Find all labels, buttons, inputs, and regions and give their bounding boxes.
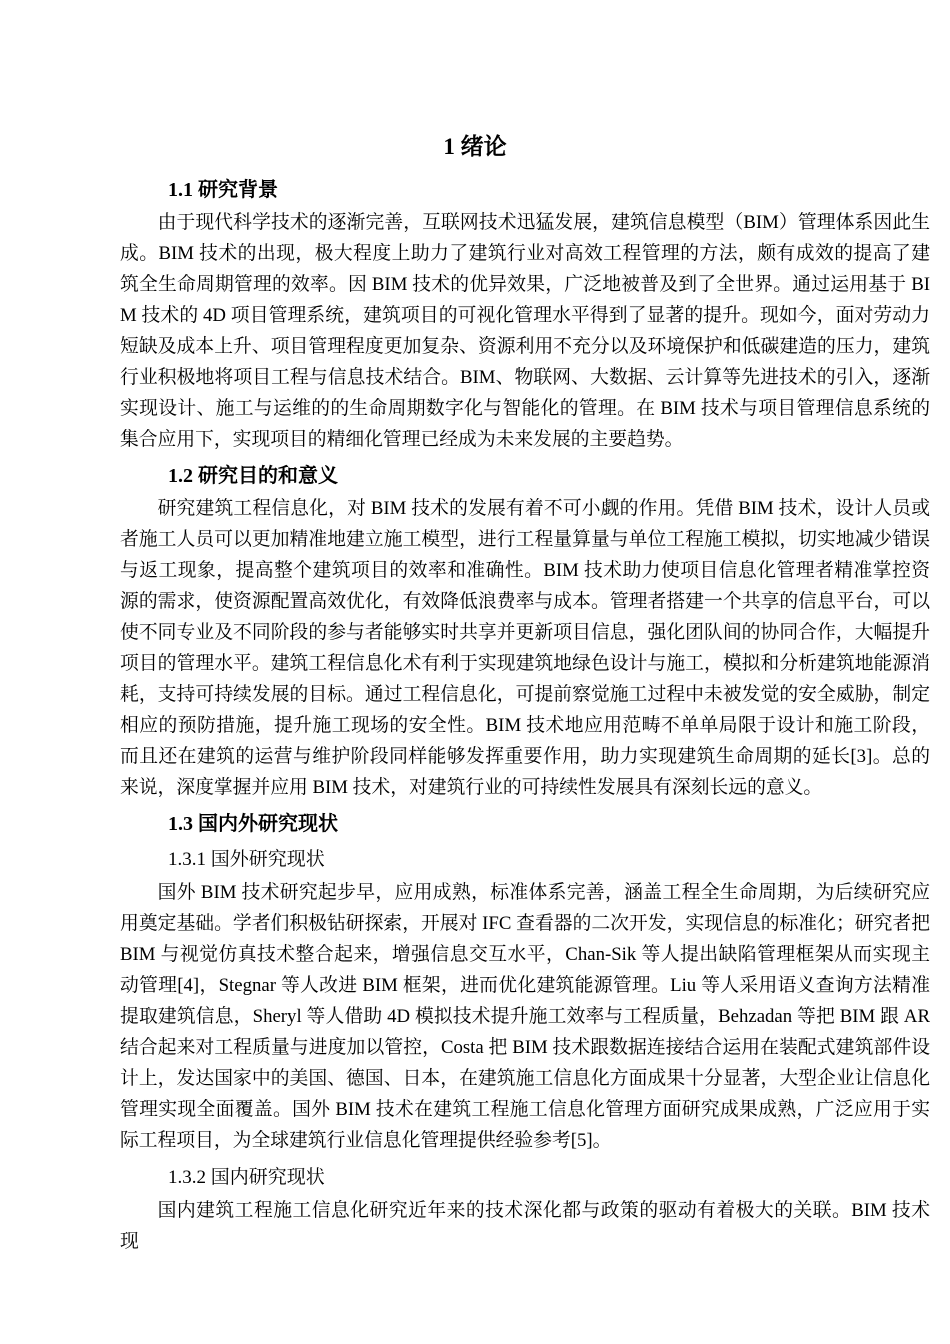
section-heading-1-3: 1.3 国内外研究现状 bbox=[168, 813, 338, 835]
subsection-heading-1-3-2: 1.3.2 国内研究现状 bbox=[168, 1167, 325, 1188]
subsection-heading-1-3-1: 1.3.1 国外研究现状 bbox=[168, 849, 325, 870]
section-heading-1-2: 1.2 研究目的和意义 bbox=[168, 465, 338, 487]
body-paragraph-1-3-2: 国内建筑工程施工信息化研究近年来的技术深化都与政策的驱动有着极大的关联。BIM 技术现 bbox=[120, 1200, 930, 1252]
body-paragraph-1-3-1: 国外 BIM 技术研究起步早，应用成熟，标准体系完善，涵盖工程全生命周期，为后续研究应用奠定基础。学者们积极钻研探索，开展对 IFC 查看器的二次开发，实现信息的标准化；研究者把 BIM 与视觉仿真技术整合起来，增强信息交互水平，Chan-Sik 等人提出缺陷管理框架从而实现主动管理[4]，Stegnar 等人改进 BIM 框架，进而优化建筑能源管理。Liu 等人采用语义查询方法精准提取建筑信息，Sheryl 等人借助 4D 模拟技术提升施工效率与工程质量，Behzadan 等把 BIM 跟 AR 结合起来对工程质量与进度加以管控，Costa 把 BIM 技术跟数据连接结合运用在装配式建筑部件设计上，发达国家中的美国、德国、日本，在建筑施工信息化方面成果十分显著，大型企业让信息化管理实现全面覆盖。国外 BIM 技术在建筑工程施工信息化管理方面研究成果成熟，广泛应用于实际工程项目，为全球建筑行业信息化管理提供经验参考[5]。 bbox=[120, 882, 930, 1151]
chapter-title: 1 绪论 bbox=[443, 134, 507, 159]
body-paragraph-1-1: 由于现代科学技术的逐渐完善，互联网技术迅猛发展，建筑信息模型（BIM）管理体系因此生成。BIM 技术的出现，极大程度上助力了建筑行业对高效工程管理的方法，颇有成效的提高了建筑全生命周期管理的效率。因 BIM 技术的优异效果，广泛地被普及到了全世界。通过运用基于 BIM 技术的 4D 项目管理系统，建筑项目的可视化管理水平得到了显著的提升。现如今，面对劳动力短缺及成本上升、项目管理程度更加复杂、资源利用不充分以及环境保护和低碳建造的压力，建筑行业积极地将项目工程与信息技术结合。BIM、物联网、大数据、云计算等先进技术的引入，逐渐实现设计、施工与运维的的生命周期数字化与智能化的管理。在 BIM 技术与项目管理信息系统的集合应用下，实现项目的精细化管理已经成为未来发展的主要趋势。 bbox=[120, 212, 930, 450]
section-heading-1-1: 1.1 研究背景 bbox=[168, 179, 278, 201]
body-paragraph-1-2: 研究建筑工程信息化，对 BIM 技术的发展有着不可小觑的作用。凭借 BIM 技术，设计人员或者施工人员可以更加精准地建立施工模型，进行工程量算量与单位工程施工模拟，切实地减少错误与返工现象，提高整个建筑项目的效率和准确性。BIM 技术助力使项目信息化管理者精准掌控资源的需求，使资源配置高效优化，有效降低浪费率与成本。管理者搭建一个共享的信息平台，可以使不同专业及不同阶段的参与者能够实时共享并更新项目信息，强化团队间的协同合作，大幅提升项目的管理水平。建筑工程信息化术有利于实现建筑地绿色设计与施工，模拟和分析建筑地能源消耗，支持可持续发展的目标。通过工程信息化，可提前察觉施工过程中未被发觉的安全威胁，制定相应的预防措施，提升施工现场的安全性。BIM 技术地应用范畴不单单局限于设计和施工阶段，而且还在建筑的运营与维护阶段同样能够发挥重要作用，助力实现建筑生命周期的延长[3]。总的来说，深度掌握并应用 BIM 技术，对建筑行业的可持续性发展具有深刻长远的意义。 bbox=[120, 498, 930, 798]
